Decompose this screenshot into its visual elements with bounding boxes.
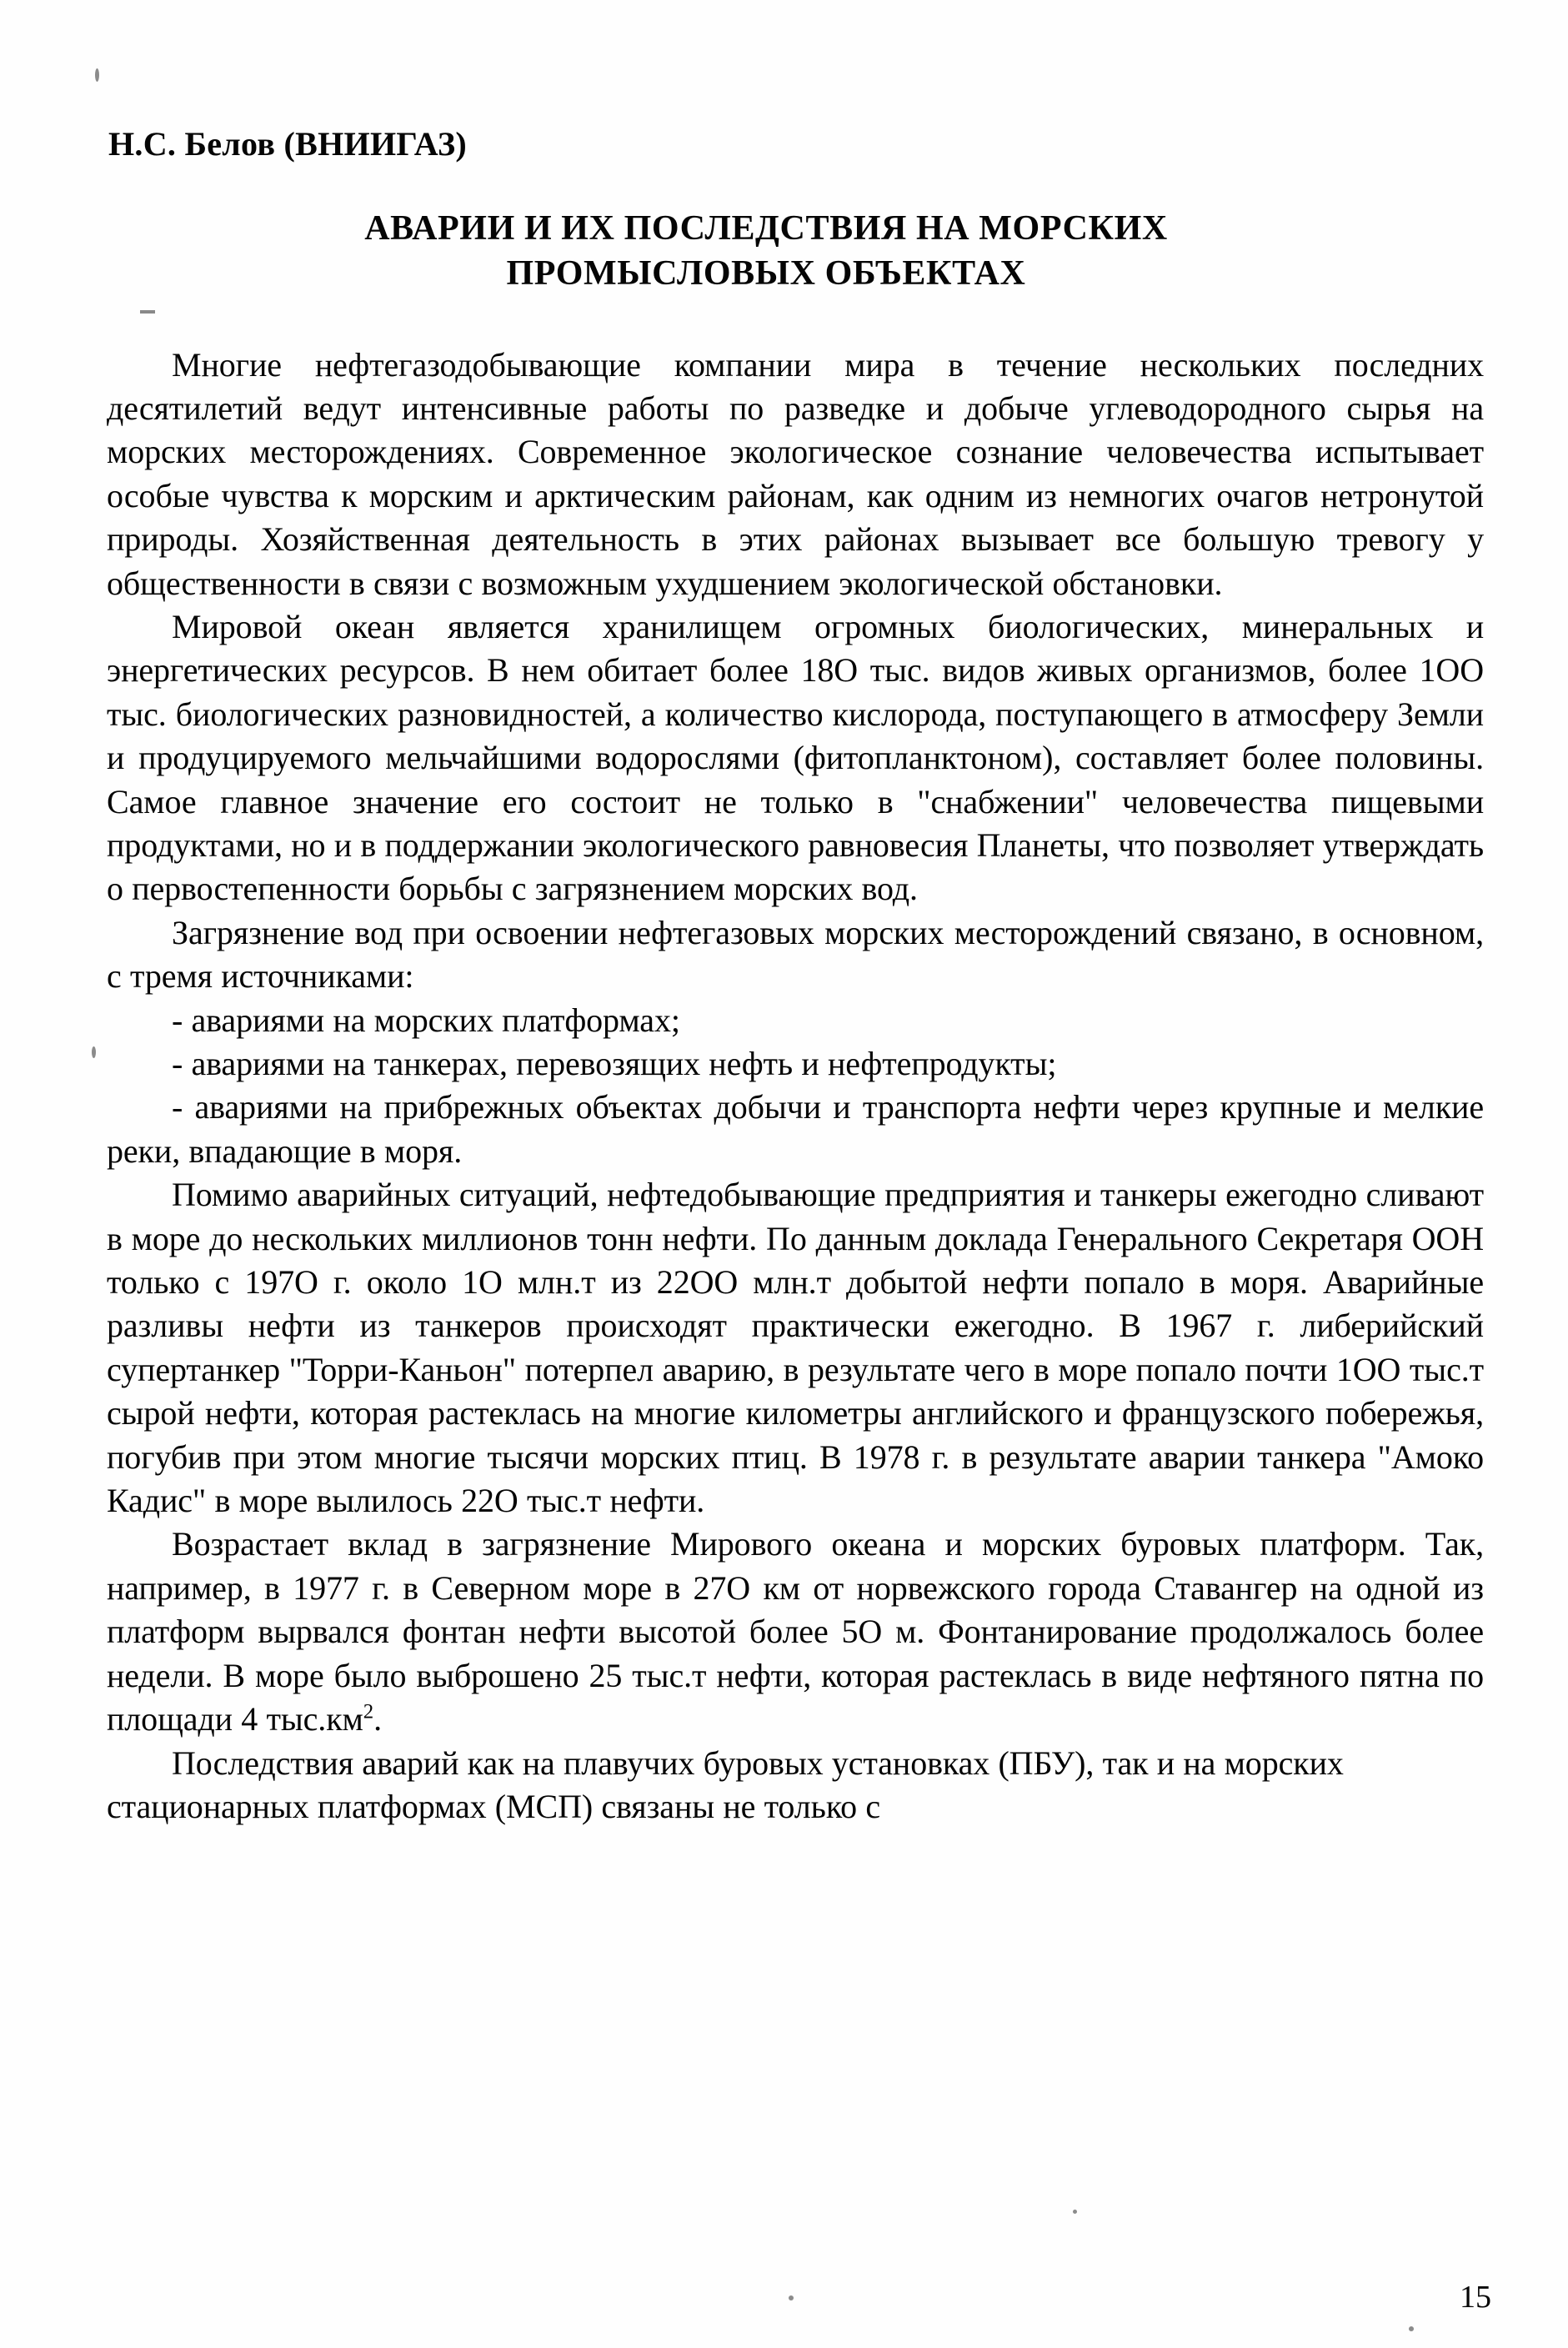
- paragraph: Загрязнение вод при освоении нефтегазовых морских месторождений связано, в основном, с тремя источниками:: [107, 913, 1484, 996]
- paragraph-text-before-superscript: Возрастает вклад в загрязнение Мирового океана и морских буровых платформ. Так, например, в 1977 г. в Северном море в 27О км от норвежского города Ставангер на одной из платформ вырвался фонтан нефти высотой более 5О м. Фонтанирование продолжалось более недели. В море было выброшено 25 тыс.т нефти, которая растеклась в виде нефтяного пятна по площади 4 тыс.км: [107, 1525, 1484, 1738]
- paragraph-text-after-superscript: .: [373, 1700, 382, 1738]
- scan-speck: [1073, 2210, 1077, 2214]
- list-item: - авариями на прибрежных объектах добычи и транспорта нефти через крупные и мелкие реки, впадающие в моря.: [107, 1088, 1484, 1170]
- paragraph: Мировой океан является хранилищем огромных биологических, минеральных и энергетических ресурсов. В нем обитает более 18О тыс. видов живых организмов, более 1ОО тыс. биологических разновидностей, а количество кислорода, поступающего в атмосферу Земли и продуцируемого мельчайшими водорослями (фитопланктоном), составляет более половины. Самое главное значение его состоит не только в "снабжении" человечества пищевыми продуктами, но и в поддержании экологического равновесия Планеты, что позволяет утверждать о первостепенности борьбы с загрязнением морских вод.: [107, 607, 1484, 908]
- paragraph: Многие нефтегазодобывающие компании мира в течение нескольких последних десятилетий ведут интенсивные работы по разведке и добыче углеводородного сырья на морских месторождениях. Современное экологическое сознание человечества испытывает особые чувства к морским и арктическим районам, как одним из немногих очагов нетронутой природы. Хозяйственная деятельность в этих районах вызывает все большую тревогу у общественности в связи с возможным ухудшением экологической обстановки.: [107, 345, 1484, 602]
- author-line: Н.С. Белов (ВНИИГАЗ): [108, 125, 468, 163]
- scan-speck: [789, 2295, 794, 2300]
- scan-speck: [95, 68, 99, 82]
- document-content: [107, 125, 1484, 1829]
- list-item: - авариями на танкерах, перевозящих нефть и нефтепродукты;: [172, 1045, 1057, 1082]
- page-number: 15: [1460, 2280, 1491, 2315]
- page-title: [107, 207, 1484, 297]
- body-text: [107, 344, 1484, 1829]
- superscript-exponent: 2: [363, 1700, 374, 1723]
- paragraph: Помимо аварийных ситуаций, нефтедобывающие предприятия и танкеры ежегодно сливают в море до нескольких миллионов тонн нефти. По данным доклада Генерального Секретаря ООН только с 197О г. около 1О млн.т из 22ОО млн.т добытой нефти попало в моря. Аварийные разливы нефти из танкеров происходят практически ежегодно. В 1967 г. либерийский супертанкер "Торри-Каньон" потерпел аварию, в результате чего в море попало почти 1ОО тыс.т сырой нефти, которая растеклась на многие километры английского и французского побережья, погубив при этом многие тысячи морских птиц. В 1978 г. в результате аварии танкера "Амоко Кадис" в море вылилось 22О тыс.т нефти.: [107, 1176, 1484, 1520]
- page-title-line-2: ПРОМЫСЛОВЫХ ОБЪЕКТАХ: [506, 253, 1026, 293]
- paragraph-with-superscript: [107, 1523, 1484, 1741]
- scan-speck: [1409, 2326, 1414, 2331]
- list-item: - авариями на морских платформах;: [172, 1001, 680, 1039]
- paragraph: Последствия аварий как на плавучих буровых установках (ПБУ), так и на морских стационарных платформах (МСП) связаны не только с: [107, 1743, 1344, 1825]
- page-title-line-1: АВАРИИ И ИХ ПОСЛЕДСТВИЯ НА МОРСКИХ: [364, 209, 1168, 248]
- scan-speck: [92, 1046, 96, 1058]
